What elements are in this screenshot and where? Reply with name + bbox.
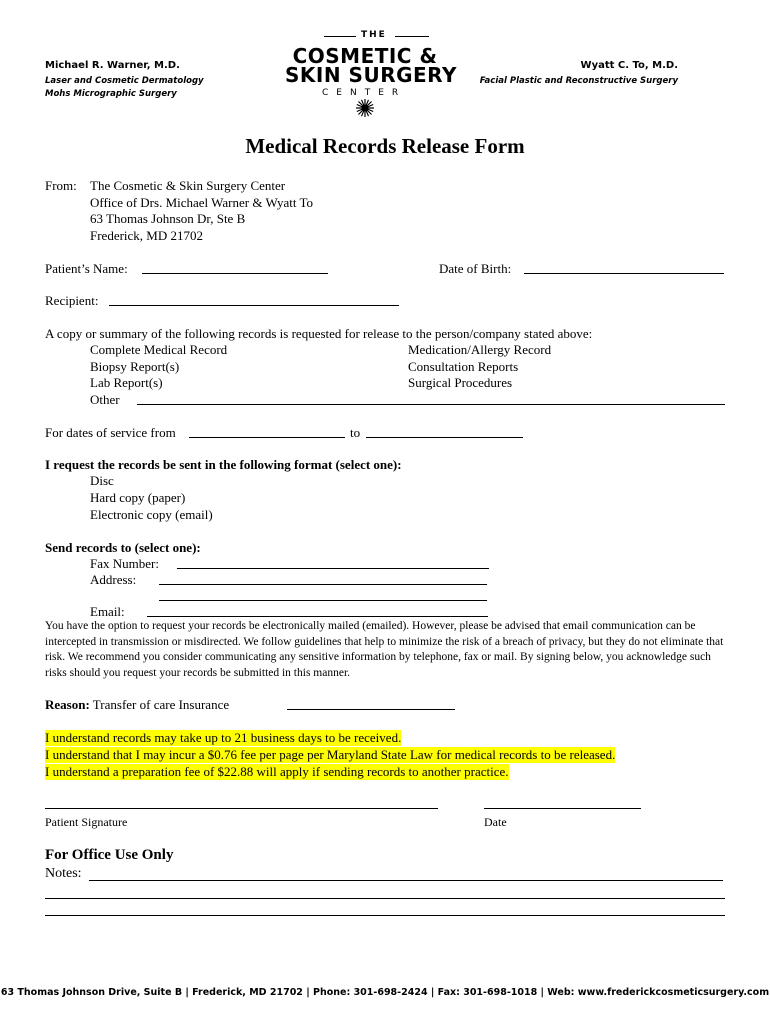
checkbox-consultation[interactable]: Consultation Reports <box>408 359 519 374</box>
signature-field[interactable] <box>45 808 438 809</box>
date-from-field[interactable] <box>189 437 345 438</box>
ack-fee-per-page[interactable]: I understand that I may incur a $0.76 fee per page per Maryland State Law for medical records to be released. <box>45 747 616 762</box>
doctor-right-specialty: Facial Plastic and Reconstructive Surgery <box>479 76 678 86</box>
patient-name-field[interactable] <box>142 273 328 274</box>
from-line-1: The Cosmetic & Skin Surgery Center <box>90 178 286 193</box>
checkbox-electronic[interactable]: Electronic copy (email) <box>90 507 213 522</box>
dob-field[interactable] <box>524 273 724 274</box>
patient-name-label: Patient’s Name: <box>45 261 128 276</box>
doctor-left-specialty: Laser and Cosmetic Dermatology <box>45 76 204 86</box>
send-heading: Send records to (select one): <box>45 540 201 555</box>
reason-other-field[interactable] <box>287 709 455 710</box>
checkbox-lab[interactable]: Lab Report(s) <box>90 375 163 390</box>
notes-line-3[interactable] <box>45 915 725 916</box>
doctor-right-name: Wyatt C. To, M.D. <box>580 60 678 71</box>
checkbox-email[interactable]: Email: <box>90 604 125 619</box>
dates-to-label: to <box>350 425 361 440</box>
checkbox-address[interactable]: Address: <box>90 572 137 587</box>
ack-preparation-fee[interactable]: I understand a preparation fee of $22.88 will apply if sending records to another practice. <box>45 764 509 779</box>
reason-label: Reason: <box>45 697 90 712</box>
notes-line-2[interactable] <box>45 898 725 899</box>
from-line-4: Frederick, MD 21702 <box>90 228 204 243</box>
checkbox-surgical[interactable]: Surgical Procedures <box>408 375 513 390</box>
disclaimer-text: You have the option to request your records be electronically mailed (emailed). However, please be advised that email communication can be intercepted in transmission or misdirected. We follow guidelines that help to minimize the risk of a breach of privacy, but they do not eliminate that risk. We recommend you consider communicating any sensitive information by telephone, fax or mail. By signing below, you acknowledge such risks should you request your records be submitted in this manner. <box>45 620 724 679</box>
logo-line-1: COSMETIC & <box>292 44 438 68</box>
format-heading: I request the records be sent in the following format (select one): <box>45 457 402 472</box>
dob-label: Date of Birth: <box>439 261 512 276</box>
signature-label: Patient Signature <box>45 815 128 829</box>
checkbox-hard-copy[interactable]: Hard copy (paper) <box>90 490 186 505</box>
checkbox-fax[interactable]: Fax Number: <box>90 556 159 571</box>
sun-icon <box>355 98 375 118</box>
from-line-3: 63 Thomas Johnson Dr, Ste B <box>90 211 246 226</box>
doctor-left-specialty-2: Mohs Micrographic Surgery <box>45 89 177 99</box>
logo-the: THE <box>361 30 387 40</box>
recipient-label: Recipient: <box>45 293 99 308</box>
recipient-field[interactable] <box>109 305 399 306</box>
page-title: Medical Records Release Form <box>245 134 525 158</box>
from-line-2: Office of Drs. Michael Warner & Wyatt To <box>90 195 314 210</box>
signature-date-label: Date <box>484 815 507 829</box>
doctor-left-name: Michael R. Warner, M.D. <box>45 60 180 71</box>
ack-business-days[interactable]: I understand records may take up to 21 business days to be received. <box>45 730 402 745</box>
checkbox-disc[interactable]: Disc <box>90 473 114 488</box>
from-label: From: <box>45 178 77 193</box>
checkbox-complete-record[interactable]: Complete Medical Record <box>90 342 228 357</box>
records-intro: A copy or summary of the following records is requested for release to the person/company stated above: <box>45 326 593 341</box>
checkbox-other[interactable]: Other <box>90 392 120 407</box>
reason-row: Reason: Transfer of care Insurance <box>45 697 230 712</box>
checkbox-medication[interactable]: Medication/Allergy Record <box>408 342 552 357</box>
other-field[interactable] <box>137 404 725 405</box>
dates-label: For dates of service from <box>45 425 176 440</box>
fax-field[interactable] <box>177 568 489 569</box>
address-field-2[interactable] <box>159 600 487 601</box>
notes-line-1[interactable] <box>89 880 723 881</box>
signature-date-field[interactable] <box>484 808 641 809</box>
logo-center: CENTER <box>322 88 407 98</box>
logo-line-2: SKIN SURGERY <box>285 63 457 87</box>
footer-contact: 63 Thomas Johnson Drive, Suite B | Frederick, MD 21702 | Phone: 301-698-2424 | Fax: 301-698-1018 | Web: www.frederickcosmeticsurgery.com <box>0 987 770 998</box>
address-field[interactable] <box>159 584 487 585</box>
notes-label: Notes: <box>45 866 82 881</box>
checkbox-biopsy[interactable]: Biopsy Report(s) <box>90 359 180 374</box>
office-use-heading: For Office Use Only <box>45 847 174 863</box>
date-to-field[interactable] <box>366 437 523 438</box>
email-field[interactable] <box>147 616 488 617</box>
